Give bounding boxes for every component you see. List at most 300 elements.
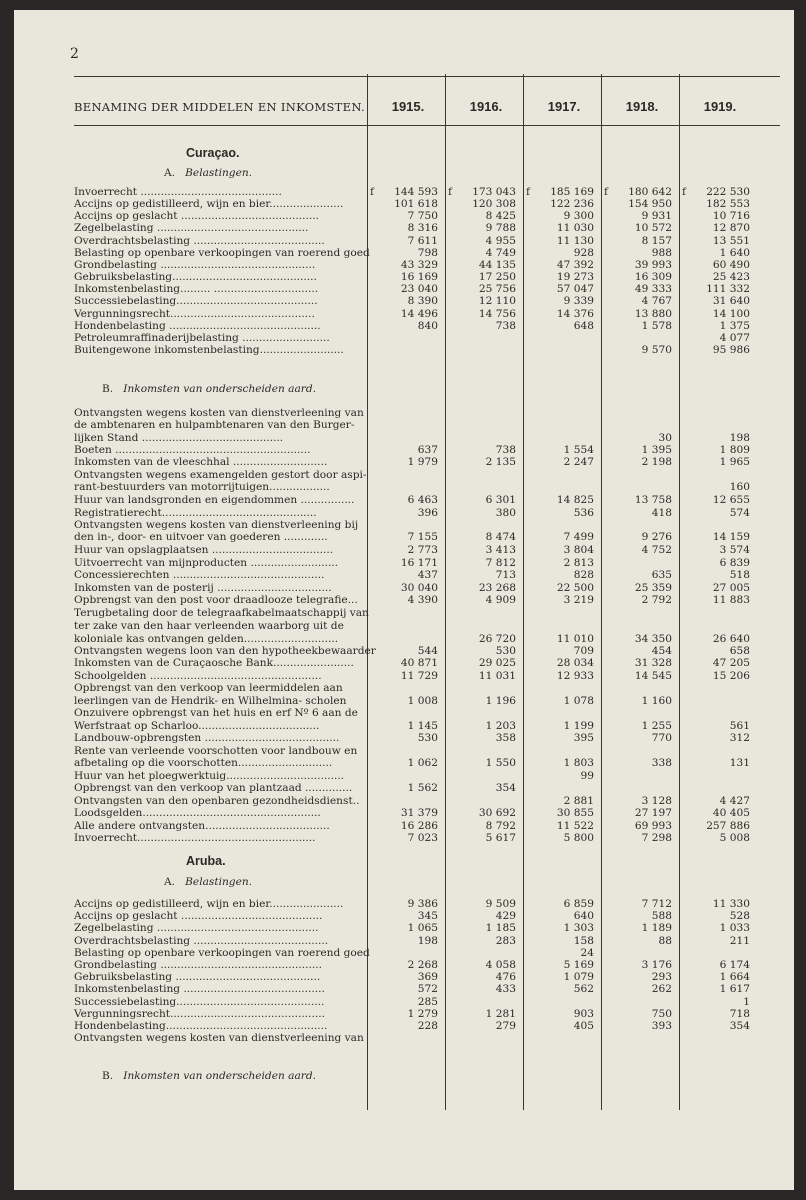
value-cell: 1 303	[563, 922, 594, 935]
value-cell: 1 395	[641, 444, 672, 456]
value-cell: 454	[651, 645, 672, 657]
table-row	[74, 607, 780, 620]
row-label: Invoerrecht ..........................................	[74, 186, 282, 198]
value-cell: 22 500	[556, 581, 594, 594]
value-cell: 25 359	[634, 581, 672, 594]
value-cell: 750	[651, 1007, 672, 1020]
value-cell: 57 047	[556, 283, 594, 296]
table-row	[74, 186, 780, 199]
row-label: Successiebelasting............................................	[74, 995, 325, 1008]
value-cell: 2 247	[563, 456, 594, 469]
value-cell: 160	[729, 481, 750, 494]
currency-symbol: f	[682, 186, 686, 198]
value-cell: 11 522	[556, 819, 594, 832]
value-cell: 11 030	[556, 222, 594, 235]
value-cell: 198	[417, 934, 438, 947]
row-label: Concessierechten .............................................	[74, 569, 325, 582]
value-cell: 1 078	[563, 695, 594, 707]
value-cell: 1 203	[485, 720, 516, 732]
value-cell: 3 574	[719, 544, 750, 556]
section-aruba: Aruba.	[186, 854, 226, 868]
table-row	[74, 782, 780, 795]
value-cell: 588	[651, 910, 672, 923]
table-row	[74, 222, 780, 235]
value-cell: 4 749	[485, 246, 516, 259]
value-cell: 23 040	[400, 283, 438, 296]
value-cell: 518	[729, 569, 750, 582]
row-label: Huur van opslagplaatsen ....................................	[74, 544, 334, 556]
row-label: Opbrengst van den post voor draadlooze telegrafie...	[74, 594, 358, 607]
row-label: Invoerrecht.....................................................	[74, 832, 316, 845]
currency-symbol: f	[526, 186, 530, 198]
table-row	[74, 469, 780, 482]
table-row	[74, 633, 780, 646]
value-cell: 3 219	[563, 594, 594, 607]
value-cell: 34 350	[634, 632, 672, 645]
table-row	[74, 594, 780, 607]
value-cell: 1 550	[485, 757, 516, 769]
table-row	[74, 344, 780, 357]
value-cell: 8 425	[485, 210, 516, 223]
value-cell: 1 979	[407, 456, 438, 469]
row-label: Inkomstenbelasting ..........................................	[74, 983, 325, 996]
value-cell: 39 993	[634, 258, 672, 271]
value-cell: 180 642	[628, 186, 672, 198]
row-label: Buitengewone inkomstenbelasting.........................	[74, 343, 344, 356]
row-label: Overdrachtsbelasting ........................................	[74, 934, 329, 947]
value-cell: 185 169	[550, 186, 594, 198]
value-cell: 30 855	[556, 807, 594, 820]
table-row	[74, 407, 780, 420]
value-cell: 396	[417, 506, 438, 519]
table-row	[74, 947, 780, 960]
table-row	[74, 670, 780, 683]
value-cell: 405	[573, 1020, 594, 1032]
value-cell: 562	[573, 983, 594, 996]
value-cell: 7 750	[407, 210, 438, 223]
value-cell: 738	[495, 444, 516, 456]
value-cell: 5 169	[563, 959, 594, 971]
section-curacao: Curaçao.	[186, 146, 240, 160]
value-cell: 6 174	[719, 959, 750, 971]
row-label: Hondenbelasting .............................................	[74, 319, 321, 332]
header-top-rule	[74, 76, 780, 77]
value-cell: 13 880	[634, 307, 672, 320]
row-label: Ontvangsten wegens kosten van dienstverleening bij	[74, 519, 359, 531]
value-cell: 15 206	[712, 669, 750, 682]
value-cell: 9 386	[407, 898, 438, 910]
value-cell: 30 040	[400, 581, 438, 594]
table-row	[74, 531, 780, 544]
value-cell: 10 716	[712, 210, 750, 223]
value-cell: 17 250	[478, 271, 516, 284]
value-cell: 182 553	[706, 198, 750, 211]
value-cell: 1 079	[563, 971, 594, 984]
row-label: lijken Stand ..........................................	[74, 431, 284, 444]
row-label: Alle andere ontvangsten.....................................	[74, 819, 330, 832]
row-label: Ontvangsten wegens examengelden gestort door aspi-	[74, 469, 367, 481]
row-label: Accijns op geslacht ..........................................	[74, 910, 323, 923]
value-cell: 6 839	[719, 556, 750, 569]
value-cell: 14 496	[400, 307, 438, 320]
table-row	[74, 519, 780, 532]
value-cell: 1 578	[641, 319, 672, 332]
value-cell: 770	[651, 732, 672, 745]
value-cell: 7 023	[407, 832, 438, 845]
value-cell: 3 804	[563, 544, 594, 556]
value-cell: 1 185	[485, 922, 516, 935]
year-header-1917: 1917.	[547, 99, 581, 114]
value-cell: 262	[651, 983, 672, 996]
row-label: Zegelbelasting .............................................	[74, 222, 309, 235]
table-row	[74, 332, 780, 345]
value-cell: 25 423	[712, 271, 750, 284]
value-cell: 6 859	[563, 898, 594, 910]
value-cell: 2 135	[485, 456, 516, 469]
table-row	[74, 320, 780, 333]
value-cell: 2 881	[563, 794, 594, 807]
value-cell: 828	[573, 569, 594, 582]
value-cell: 14 159	[712, 531, 750, 544]
value-cell: 279	[495, 1020, 516, 1032]
table-row	[74, 295, 780, 308]
row-label: Gebruiksbelasting ...........................................	[74, 971, 321, 984]
table-row	[74, 308, 780, 321]
value-cell: 31 640	[712, 295, 750, 308]
row-label: Onzuivere opbrengst van het huis en erf Nº 6 aan de	[74, 707, 358, 720]
row-label: Inkomstenbelasting......... ...............................	[74, 283, 319, 296]
value-cell: 31 328	[634, 657, 672, 669]
value-cell: 1 279	[407, 1007, 438, 1020]
document-page	[14, 10, 794, 1190]
value-cell: 11 729	[400, 669, 438, 682]
value-cell: 338	[651, 757, 672, 769]
table-row	[74, 494, 780, 507]
value-cell: 99	[580, 769, 594, 782]
value-cell: 9 509	[485, 898, 516, 910]
value-cell: 5 800	[563, 832, 594, 845]
subsection-b-aruba	[102, 1070, 316, 1082]
value-cell: 211	[729, 934, 750, 947]
row-label: Belasting op openbare verkoopingen van roerend goed	[74, 946, 370, 959]
value-cell: 24	[580, 946, 594, 959]
value-cell: 173 043	[472, 186, 516, 198]
table-row	[74, 682, 780, 695]
value-cell: 1 803	[563, 757, 594, 769]
value-cell: 12 655	[712, 494, 750, 506]
subsection-prefix: A.	[164, 876, 176, 888]
value-cell: 4 058	[485, 959, 516, 971]
table-row	[74, 544, 780, 557]
value-cell: 9 570	[641, 343, 672, 356]
value-cell: 544	[417, 645, 438, 657]
value-cell: 6 463	[407, 494, 438, 506]
table-row	[74, 1008, 780, 1021]
value-cell: 1 965	[719, 456, 750, 469]
table-row	[74, 971, 780, 984]
value-cell: 11 010	[556, 632, 594, 645]
value-cell: 7 611	[407, 234, 438, 247]
subsection-prefix: B.	[102, 383, 114, 395]
value-cell: 4 767	[641, 295, 672, 308]
value-cell: 28 034	[556, 657, 594, 669]
value-cell: 1 065	[407, 922, 438, 935]
value-cell: 283	[495, 934, 516, 947]
table-row	[74, 432, 780, 445]
table-row	[74, 235, 780, 248]
value-cell: 4 752	[641, 544, 672, 556]
value-cell: 1 189	[641, 922, 672, 935]
row-label: Inkomsten van de Curaçaosche Bank........................	[74, 657, 354, 669]
table-row	[74, 456, 780, 469]
value-cell: 25 756	[478, 283, 516, 296]
value-cell: 11 883	[712, 594, 750, 607]
table-row	[74, 795, 780, 808]
table-row	[74, 507, 780, 520]
value-cell: 293	[651, 971, 672, 984]
value-cell: 5 008	[719, 832, 750, 845]
value-cell: 2 813	[563, 556, 594, 569]
table-row	[74, 247, 780, 260]
value-cell: 43 329	[400, 258, 438, 271]
value-cell: 6 301	[485, 494, 516, 506]
value-cell: 1 196	[485, 695, 516, 707]
row-label: Terugbetaling door de telegraafkabelmaatschappij van	[74, 607, 369, 619]
value-cell: 154 950	[628, 198, 672, 211]
table-row	[74, 419, 780, 432]
row-label: Opbrengst van den verkoop van plantzaad ..............	[74, 782, 353, 794]
value-cell: 11 330	[712, 898, 750, 910]
value-cell: 709	[573, 645, 594, 657]
value-cell: 285	[417, 995, 438, 1008]
table-row	[74, 922, 780, 935]
value-cell: 530	[417, 732, 438, 745]
table-row	[74, 620, 780, 633]
value-cell: 40 871	[400, 657, 438, 669]
value-cell: 903	[573, 1007, 594, 1020]
value-cell: 2 198	[641, 456, 672, 469]
value-cell: 69 993	[634, 819, 672, 832]
value-cell: 798	[417, 246, 438, 259]
value-cell: 637	[417, 444, 438, 456]
value-cell: 738	[495, 319, 516, 332]
page-number: 2	[70, 46, 79, 62]
value-cell: 30	[658, 431, 672, 444]
value-cell: 47 205	[712, 657, 750, 669]
row-label: Loodsgelden.....................................................	[74, 807, 321, 820]
table-row	[74, 983, 780, 996]
row-label: Petroleumraffinaderijbelasting ..........................	[74, 331, 330, 344]
row-label: Landbouw-opbrengsten ........................................	[74, 732, 340, 745]
value-cell: 40 405	[712, 807, 750, 820]
year-header-1919: 1919.	[703, 99, 737, 114]
table-row	[74, 557, 780, 570]
value-cell: 228	[417, 1020, 438, 1032]
value-cell: 369	[417, 971, 438, 984]
value-cell: 635	[651, 569, 672, 582]
table-row	[74, 444, 780, 457]
value-cell: 47 392	[556, 258, 594, 271]
value-cell: 88	[658, 934, 672, 947]
value-cell: 9 339	[563, 295, 594, 308]
year-header-1918: 1918.	[625, 99, 659, 114]
table-row	[74, 569, 780, 582]
value-cell: 1 809	[719, 444, 750, 456]
value-cell: 1 375	[719, 319, 750, 332]
row-label: afbetaling op die voorschotten............................	[74, 757, 333, 769]
row-label: Vergunningsrecht..............................................	[74, 1007, 325, 1020]
value-cell: 120 308	[472, 198, 516, 211]
value-cell: 12 870	[712, 222, 750, 235]
value-cell: 198	[729, 431, 750, 444]
subsection-title: Inkomsten van onderscheiden aard.	[123, 1070, 317, 1082]
value-cell: 111 332	[706, 283, 750, 296]
table-row	[74, 935, 780, 948]
value-cell: 27 005	[712, 581, 750, 594]
value-cell: 1 281	[485, 1007, 516, 1020]
value-cell: 14 100	[712, 307, 750, 320]
value-cell: 7 812	[485, 556, 516, 569]
table-row	[74, 820, 780, 833]
value-cell: 8 390	[407, 295, 438, 308]
row-label: Inkomsten van de posterij ..................................	[74, 581, 332, 594]
row-label: Belasting op openbare verkoopingen van roerend goed	[74, 246, 370, 259]
table-row	[74, 832, 780, 845]
value-cell: 8 157	[641, 234, 672, 247]
value-cell: 44 135	[478, 258, 516, 271]
value-cell: 3 176	[641, 959, 672, 971]
row-label: de ambtenaren en hulpambtenaren van den Burger-	[74, 419, 355, 432]
value-cell: 9 300	[563, 210, 594, 223]
value-cell: 1 562	[407, 782, 438, 794]
value-cell: 222 530	[706, 186, 750, 198]
value-cell: 16 169	[400, 271, 438, 284]
value-cell: 13 551	[712, 234, 750, 247]
subsection-title: Belastingen.	[185, 876, 253, 888]
row-label: rant-bestuurders van motorrijtuigen..................	[74, 481, 330, 494]
value-cell: 101 618	[394, 198, 438, 211]
value-cell: 312	[729, 732, 750, 745]
table-row	[74, 283, 780, 296]
row-label: Uitvoerrecht van mijnproducten ..........................	[74, 556, 339, 569]
value-cell: 1 255	[641, 720, 672, 732]
row-label: Schoolgelden ...................................................	[74, 669, 322, 682]
table-row	[74, 770, 780, 783]
table-row	[74, 271, 780, 284]
value-cell: 4 955	[485, 234, 516, 247]
value-cell: 12 110	[478, 295, 516, 308]
currency-symbol: f	[370, 186, 374, 198]
value-cell: 3 128	[641, 794, 672, 807]
currency-symbol: f	[448, 186, 452, 198]
value-cell: 9 788	[485, 222, 516, 235]
subsection-prefix: A.	[164, 167, 176, 179]
value-cell: 26 720	[478, 632, 516, 645]
value-cell: 1 033	[719, 922, 750, 935]
row-label: leerlingen van de Hendrik- en Wilhelmina- scholen	[74, 695, 347, 707]
currency-symbol: f	[604, 186, 608, 198]
row-label: Zegelbelasting ................................................	[74, 922, 319, 935]
subsection-a-curacao	[164, 167, 252, 179]
value-cell: 4 077	[719, 331, 750, 344]
value-cell: 7 712	[641, 898, 672, 910]
subsection-prefix: B.	[102, 1070, 114, 1082]
value-cell: 5 617	[485, 832, 516, 845]
row-label: Huur van landsgronden en eigendommen ................	[74, 494, 355, 506]
value-cell: 158	[573, 934, 594, 947]
table-row	[74, 1032, 780, 1045]
value-cell: 718	[729, 1007, 750, 1020]
value-cell: 19 273	[556, 271, 594, 284]
value-cell: 95 986	[712, 343, 750, 356]
value-cell: 144 593	[394, 186, 438, 198]
table-row	[74, 707, 780, 720]
subsection-title: Belastingen.	[185, 167, 253, 179]
value-cell: 1 554	[563, 444, 594, 456]
value-cell: 26 640	[712, 632, 750, 645]
value-cell: 988	[651, 246, 672, 259]
value-cell: 8 316	[407, 222, 438, 235]
row-label: Boeten ..........................................................	[74, 444, 311, 456]
row-label: Ontvangsten wegens kosten van dienstverleening van	[74, 407, 364, 419]
value-cell: 27 197	[634, 807, 672, 820]
row-label: Ontvangsten wegens loon van den hypotheekbewaarder	[74, 645, 376, 657]
value-cell: 13 758	[634, 494, 672, 506]
year-header-1915: 1915.	[391, 99, 425, 114]
value-cell: 572	[417, 983, 438, 996]
row-label: Successiebelasting..........................................	[74, 295, 318, 308]
value-cell: 2 268	[407, 959, 438, 971]
table-row	[74, 695, 780, 708]
value-cell: 10 572	[634, 222, 672, 235]
value-cell: 476	[495, 971, 516, 984]
value-cell: 30 692	[478, 807, 516, 820]
row-label: Overdrachtsbelasting .......................................	[74, 234, 325, 247]
value-cell: 561	[729, 720, 750, 732]
value-cell: 1	[743, 995, 750, 1008]
value-cell: 16 309	[634, 271, 672, 284]
row-label: Vergunningsrecht...........................................	[74, 307, 315, 320]
table-row	[74, 757, 780, 770]
value-cell: 1 199	[563, 720, 594, 732]
value-cell: 12 933	[556, 669, 594, 682]
header-bottom-rule	[74, 125, 780, 126]
header-label: BENAMING DER MIDDELEN EN INKOMSTEN.	[74, 100, 365, 114]
value-cell: 1 062	[407, 757, 438, 769]
table-row	[74, 198, 780, 211]
year-header-1916: 1916.	[469, 99, 503, 114]
value-cell: 1 640	[719, 246, 750, 259]
value-cell: 928	[573, 246, 594, 259]
table-row	[74, 807, 780, 820]
value-cell: 1 617	[719, 983, 750, 996]
value-cell: 354	[729, 1020, 750, 1032]
table-row	[74, 1020, 780, 1033]
value-cell: 380	[495, 506, 516, 519]
value-cell: 4 427	[719, 794, 750, 807]
value-cell: 131	[729, 757, 750, 769]
value-cell: 528	[729, 910, 750, 923]
value-cell: 429	[495, 910, 516, 923]
row-label: Accijns op geslacht .........................................	[74, 210, 319, 223]
row-label: Gebruiksbelasting...........................................	[74, 271, 317, 284]
value-cell: 9 931	[641, 210, 672, 223]
row-label: Ontvangsten wegens kosten van dienstverleening van	[74, 1032, 364, 1045]
value-cell: 14 545	[634, 669, 672, 682]
row-label: ter zake van den haar verleenden waarborg uit de	[74, 620, 344, 632]
value-cell: 1 664	[719, 971, 750, 984]
value-cell: 1 160	[641, 695, 672, 707]
